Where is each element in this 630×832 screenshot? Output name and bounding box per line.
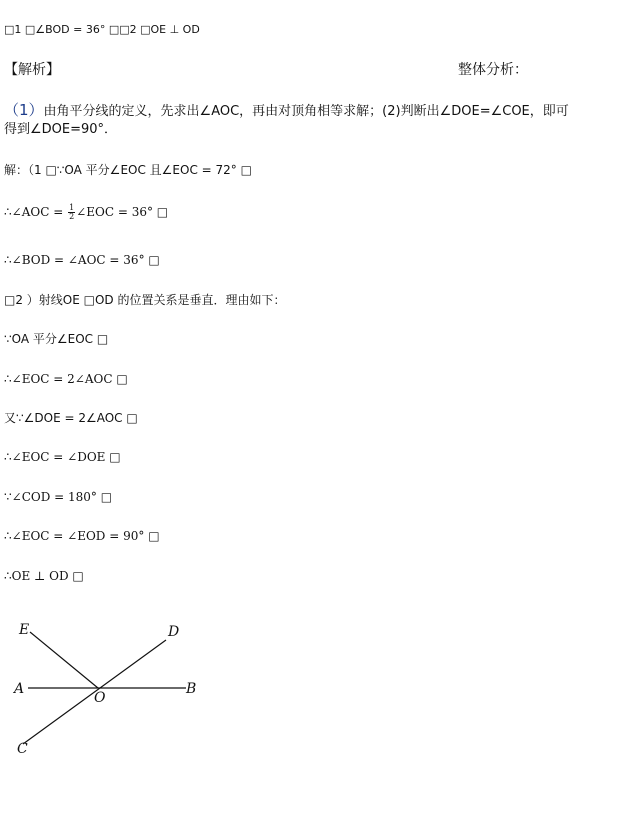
label-a: A — [14, 681, 25, 697]
ray-oe — [30, 632, 98, 688]
solution-line-10: ∴∠EOC = ∠EOD = 90° □ — [4, 529, 160, 543]
label-c: C — [17, 741, 28, 757]
overall-analysis-label: 整体分析： — [458, 62, 528, 78]
solution-line-11: ∴OE ⊥ OD □ — [4, 569, 84, 583]
label-o: O — [94, 690, 106, 706]
fraction-denominator: 2 — [69, 212, 75, 221]
solution-line-2 — [4, 204, 168, 221]
label-e: E — [19, 622, 30, 638]
solution-line-8: ∴∠EOC = ∠DOE □ — [4, 450, 121, 464]
solution-line-5: ∵OA 平分∠EOC □ — [4, 332, 109, 346]
analysis-text-line2: 得到∠DOE=90°． — [4, 122, 118, 137]
solution-line-9: ∵∠COD = 180° □ — [4, 490, 113, 504]
solution-line-7: 又∵∠DOE = 2∠AOC □ — [4, 411, 138, 425]
solution-line-6: ∴∠EOC = 2∠AOC □ — [4, 372, 128, 386]
solution-line-2-prefix: ∴∠AOC = — [4, 205, 64, 219]
label-d: D — [168, 624, 180, 640]
analysis-line1-text: 由角平分线的定义，先求出∠AOC，再由对顶角相等求解；(2)判断出∠DOE=∠COE，即可 — [43, 104, 569, 119]
analysis-text-line1 — [4, 102, 569, 120]
geometry-diagram — [8, 612, 218, 762]
analysis-heading: 【解析】 — [4, 62, 60, 78]
analysis-marker: （1） — [4, 101, 44, 119]
solution-line-3: ∴∠BOD = ∠AOC = 36° □ — [4, 253, 160, 267]
solution-line-4: □2 ）射线OE □OD 的位置关系是垂直．理由如下： — [4, 293, 286, 307]
fraction-numerator: 1 — [69, 203, 75, 212]
label-b: B — [186, 681, 197, 697]
answer-line: □1 □∠BOD = 36° □□2 □OE ⊥ OD — [4, 23, 200, 36]
solution-line-2-suffix: ∠EOC = 36° □ — [76, 205, 169, 219]
solution-line-1: 解：（1 □∵OA 平分∠EOC 且∠EOC = 72° □ — [4, 163, 252, 177]
fraction-one-half — [68, 204, 75, 221]
